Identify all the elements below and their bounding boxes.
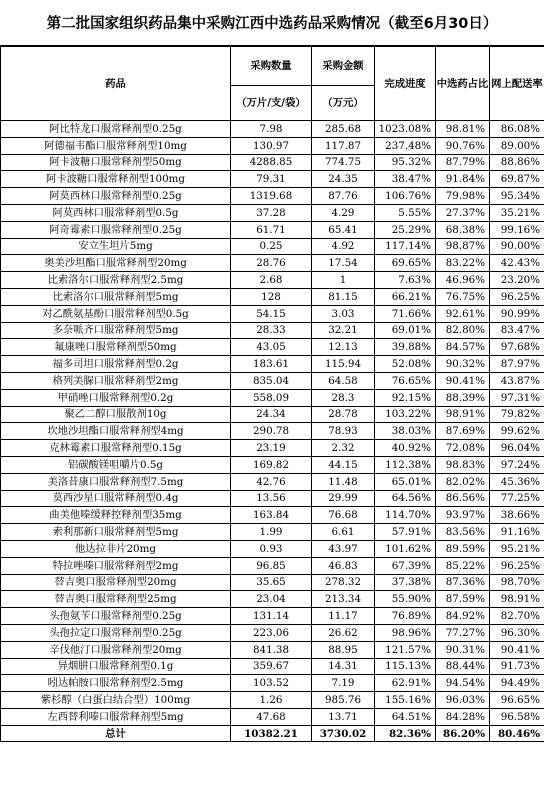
table-row — [1, 608, 544, 625]
cell-online-rate: 96.30% — [490, 624, 544, 641]
cell-progress: 37.38% — [375, 574, 436, 591]
cell-drug: 索利那新口服常释剂型5mg — [1, 524, 231, 541]
cell-quantity: 223.06 — [231, 624, 312, 641]
cell-progress: 69.01% — [375, 322, 436, 339]
cell-share: 83.56% — [436, 524, 490, 541]
cell-amount: 26.62 — [312, 624, 375, 641]
total-cell-amount: 3730.02 — [312, 725, 375, 742]
cell-progress: 115.13% — [375, 658, 436, 675]
cell-quantity: 23.19 — [231, 440, 312, 457]
table-row — [1, 305, 544, 322]
cell-amount: 285.68 — [312, 121, 375, 138]
cell-share: 87.59% — [436, 591, 490, 608]
cell-progress: 103.22% — [375, 406, 436, 423]
table-row — [1, 641, 544, 658]
cell-online-rate: 94.49% — [490, 675, 544, 692]
cell-quantity: 841.38 — [231, 641, 312, 658]
cell-online-rate: 96.25% — [490, 557, 544, 574]
cell-drug: 阿卡波糖口服常释剂型100mg — [1, 171, 231, 188]
table-row — [1, 540, 544, 557]
cell-quantity: 1.26 — [231, 692, 312, 709]
cell-quantity: 42.76 — [231, 473, 312, 490]
table-row — [1, 322, 544, 339]
cell-share: 98.81% — [436, 121, 490, 138]
cell-progress: 71.66% — [375, 305, 436, 322]
cell-amount: 4.92 — [312, 238, 375, 255]
cell-drug: 阿奇霉素口服常释剂型0.25g — [1, 221, 231, 238]
cell-share: 90.31% — [436, 641, 490, 658]
cell-online-rate: 23.20% — [490, 272, 544, 289]
table-row — [1, 171, 544, 188]
cell-drug: 替吉奥口服常释剂型25mg — [1, 591, 231, 608]
cell-share: 68.38% — [436, 221, 490, 238]
cell-amount: 115.94 — [312, 356, 375, 373]
cell-online-rate: 79.82% — [490, 406, 544, 423]
cell-progress: 114.70% — [375, 507, 436, 524]
table-row — [1, 221, 544, 238]
table-row — [1, 288, 544, 305]
table-row — [1, 255, 544, 272]
cell-share: 98.91% — [436, 406, 490, 423]
cell-drug: 比索洛尔口服常释剂型2.5mg — [1, 272, 231, 289]
cell-quantity: 103.52 — [231, 675, 312, 692]
cell-quantity: 169.82 — [231, 456, 312, 473]
cell-drug: 吲达帕胺口服常释剂型2.5mg — [1, 675, 231, 692]
cell-amount: 11.48 — [312, 473, 375, 490]
cell-share: 82.80% — [436, 322, 490, 339]
cell-share: 79.98% — [436, 188, 490, 205]
cell-drug: 莫西沙星口服常释剂型0.4g — [1, 490, 231, 507]
table-row — [1, 658, 544, 675]
cell-amount: 4.29 — [312, 204, 375, 221]
cell-drug: 异烟肼口服常释剂型0.1g — [1, 658, 231, 675]
cell-share: 87.69% — [436, 423, 490, 440]
cell-quantity: 54.15 — [231, 305, 312, 322]
cell-amount: 985.76 — [312, 692, 375, 709]
cell-quantity: 128 — [231, 288, 312, 305]
cell-progress: 62.91% — [375, 675, 436, 692]
cell-online-rate: 91.16% — [490, 524, 544, 541]
page-title: 第二批国家组织药品集中采购江西中选药品采购情况（截至6月30日） — [0, 0, 544, 46]
cell-quantity: 163.84 — [231, 507, 312, 524]
cell-drug: 奥美沙坦酯口服常释剂型20mg — [1, 255, 231, 272]
cell-quantity: 37.28 — [231, 204, 312, 221]
cell-quantity: 290.78 — [231, 423, 312, 440]
cell-drug: 氟康唑口服常释剂型50mg — [1, 339, 231, 356]
header-drug: 药品 — [1, 47, 231, 121]
cell-progress: 112.38% — [375, 456, 436, 473]
total-row — [1, 725, 544, 742]
cell-progress: 55.90% — [375, 591, 436, 608]
table-row — [1, 423, 544, 440]
cell-drug: 安立生坦片5mg — [1, 238, 231, 255]
table-row — [1, 389, 544, 406]
cell-share: 77.27% — [436, 624, 490, 641]
cell-online-rate: 99.62% — [490, 423, 544, 440]
header-amount: 采购金额 — [312, 47, 375, 86]
table-row — [1, 507, 544, 524]
cell-amount: 13.71 — [312, 708, 375, 725]
cell-progress: 67.39% — [375, 557, 436, 574]
cell-share: 72.08% — [436, 440, 490, 457]
cell-amount: 278.32 — [312, 574, 375, 591]
header-quantity-unit — [231, 86, 312, 121]
table-row — [1, 272, 544, 289]
cell-quantity: 13.56 — [231, 490, 312, 507]
cell-share: 76.75% — [436, 288, 490, 305]
cell-online-rate: 43.87% — [490, 372, 544, 389]
cell-online-rate: 91.73% — [490, 658, 544, 675]
cell-amount: 117.87 — [312, 137, 375, 154]
cell-online-rate: 87.97% — [490, 356, 544, 373]
cell-progress: 65.01% — [375, 473, 436, 490]
cell-drug: 阿德福韦酯口服常释剂型10mg — [1, 137, 231, 154]
cell-amount: 11.17 — [312, 608, 375, 625]
cell-online-rate: 98.70% — [490, 574, 544, 591]
cell-share: 94.54% — [436, 675, 490, 692]
table-row — [1, 708, 544, 725]
cell-amount: 78.93 — [312, 423, 375, 440]
cell-online-rate: 38.66% — [490, 507, 544, 524]
cell-progress: 1023.08% — [375, 121, 436, 138]
cell-online-rate: 95.34% — [490, 188, 544, 205]
table-body — [1, 121, 544, 742]
table-row — [1, 372, 544, 389]
cell-online-rate: 69.87% — [490, 171, 544, 188]
cell-progress: 121.57% — [375, 641, 436, 658]
cell-amount: 28.78 — [312, 406, 375, 423]
table-row — [1, 137, 544, 154]
cell-progress: 57.91% — [375, 524, 436, 541]
cell-quantity: 359.67 — [231, 658, 312, 675]
cell-quantity: 96.85 — [231, 557, 312, 574]
cell-amount: 44.15 — [312, 456, 375, 473]
cell-amount: 76.68 — [312, 507, 375, 524]
cell-progress: 25.29% — [375, 221, 436, 238]
table-row — [1, 675, 544, 692]
cell-amount: 28.3 — [312, 389, 375, 406]
cell-quantity: 4288.85 — [231, 154, 312, 171]
cell-quantity: 1.99 — [231, 524, 312, 541]
cell-share: 88.39% — [436, 389, 490, 406]
table-row — [1, 154, 544, 171]
cell-amount: 213.34 — [312, 591, 375, 608]
cell-drug: 阿莫西林口服常释剂型0.5g — [1, 204, 231, 221]
cell-progress: 52.08% — [375, 356, 436, 373]
cell-online-rate: 90.99% — [490, 305, 544, 322]
cell-online-rate: 95.21% — [490, 540, 544, 557]
cell-share: 90.41% — [436, 372, 490, 389]
cell-progress: 64.56% — [375, 490, 436, 507]
cell-drug: 阿莫西林口服常释剂型0.25g — [1, 188, 231, 205]
cell-amount: 774.75 — [312, 154, 375, 171]
cell-drug: 美洛昔康口服常释剂型7.5mg — [1, 473, 231, 490]
table-row — [1, 406, 544, 423]
header-progress: 完成进度 — [375, 47, 436, 121]
cell-drug: 紫杉醇（白蛋白结合型）100mg — [1, 692, 231, 709]
cell-share: 87.36% — [436, 574, 490, 591]
cell-online-rate: 89.00% — [490, 137, 544, 154]
cell-online-rate: 98.91% — [490, 591, 544, 608]
cell-online-rate: 88.86% — [490, 154, 544, 171]
table-row — [1, 204, 544, 221]
cell-progress: 39.88% — [375, 339, 436, 356]
cell-drug: 多奈哌齐口服常释剂型5mg — [1, 322, 231, 339]
cell-progress: 5.55% — [375, 204, 436, 221]
cell-share: 86.56% — [436, 490, 490, 507]
cell-quantity: 130.97 — [231, 137, 312, 154]
quantity-unit-text: （万片/支/袋） — [236, 97, 306, 109]
cell-share: 87.79% — [436, 154, 490, 171]
cell-online-rate: 42.43% — [490, 255, 544, 272]
cell-quantity: 2.68 — [231, 272, 312, 289]
header-amount-unit: （万元） — [312, 86, 375, 121]
cell-drug: 替吉奥口服常释剂型20mg — [1, 574, 231, 591]
cell-amount: 3.03 — [312, 305, 375, 322]
cell-quantity: 79.31 — [231, 171, 312, 188]
cell-online-rate: 77.25% — [490, 490, 544, 507]
cell-share: 92.61% — [436, 305, 490, 322]
cell-quantity: 28.33 — [231, 322, 312, 339]
cell-progress: 76.89% — [375, 608, 436, 625]
cell-drug: 福多司坦口服常释剂型0.2g — [1, 356, 231, 373]
cell-quantity: 7.98 — [231, 121, 312, 138]
cell-drug: 对乙酰氨基酚口服常释剂型0.5g — [1, 305, 231, 322]
table-row — [1, 574, 544, 591]
table-row — [1, 440, 544, 457]
cell-amount: 46.83 — [312, 557, 375, 574]
cell-share: 84.28% — [436, 708, 490, 725]
cell-progress: 69.65% — [375, 255, 436, 272]
cell-quantity: 61.71 — [231, 221, 312, 238]
cell-online-rate: 96.04% — [490, 440, 544, 457]
cell-drug: 头孢拉定口服常释剂型0.25g — [1, 624, 231, 641]
cell-progress: 7.63% — [375, 272, 436, 289]
table-row — [1, 473, 544, 490]
cell-progress: 237.48% — [375, 137, 436, 154]
cell-online-rate: 45.36% — [490, 473, 544, 490]
cell-amount: 87.76 — [312, 188, 375, 205]
table-row — [1, 339, 544, 356]
cell-online-rate: 97.24% — [490, 456, 544, 473]
cell-amount: 81.15 — [312, 288, 375, 305]
header-online-rate: 网上配送率 — [490, 47, 544, 121]
cell-amount: 24.35 — [312, 171, 375, 188]
table-row — [1, 557, 544, 574]
cell-amount: 64.58 — [312, 372, 375, 389]
cell-online-rate: 35.21% — [490, 204, 544, 221]
cell-amount: 14.31 — [312, 658, 375, 675]
cell-quantity: 0.93 — [231, 540, 312, 557]
cell-share: 84.92% — [436, 608, 490, 625]
cell-amount: 32.21 — [312, 322, 375, 339]
cell-quantity: 835.04 — [231, 372, 312, 389]
cell-quantity: 47.68 — [231, 708, 312, 725]
cell-amount: 7.19 — [312, 675, 375, 692]
cell-progress: 155.16% — [375, 692, 436, 709]
cell-drug: 聚乙二醇口服散剂10g — [1, 406, 231, 423]
cell-online-rate: 99.16% — [490, 221, 544, 238]
cell-drug: 坎地沙坦酯口服常释剂型4mg — [1, 423, 231, 440]
cell-amount: 65.41 — [312, 221, 375, 238]
cell-quantity: 558.09 — [231, 389, 312, 406]
cell-online-rate: 86.08% — [490, 121, 544, 138]
cell-online-rate: 90.41% — [490, 641, 544, 658]
cell-drug: 甲硝唑口服常释剂型0.2g — [1, 389, 231, 406]
cell-amount: 43.97 — [312, 540, 375, 557]
cell-online-rate: 82.70% — [490, 608, 544, 625]
table-row — [1, 591, 544, 608]
cell-progress: 98.96% — [375, 624, 436, 641]
cell-share: 98.83% — [436, 456, 490, 473]
cell-share: 91.84% — [436, 171, 490, 188]
cell-share: 88.44% — [436, 658, 490, 675]
cell-drug: 头孢氨苄口服常释剂型0.25g — [1, 608, 231, 625]
header-share: 中选药占比 — [436, 47, 490, 121]
cell-drug: 他达拉非片20mg — [1, 540, 231, 557]
table-row — [1, 692, 544, 709]
cell-online-rate: 90.00% — [490, 238, 544, 255]
cell-drug: 阿卡波糖口服常释剂型50mg — [1, 154, 231, 171]
cell-progress: 106.76% — [375, 188, 436, 205]
cell-share: 89.59% — [436, 540, 490, 557]
cell-share: 98.87% — [436, 238, 490, 255]
cell-quantity: 183.61 — [231, 356, 312, 373]
cell-quantity: 0.25 — [231, 238, 312, 255]
cell-online-rate: 83.47% — [490, 322, 544, 339]
cell-progress: 66.21% — [375, 288, 436, 305]
cell-quantity: 24.34 — [231, 406, 312, 423]
cell-share: 85.22% — [436, 557, 490, 574]
cell-drug: 格列美脲口服常释剂型2mg — [1, 372, 231, 389]
cell-share: 46.96% — [436, 272, 490, 289]
cell-online-rate: 96.65% — [490, 692, 544, 709]
total-cell-online-rate: 80.46% — [490, 725, 544, 742]
cell-progress: 64.51% — [375, 708, 436, 725]
cell-progress: 92.15% — [375, 389, 436, 406]
table-row — [1, 490, 544, 507]
cell-drug: 克林霉素口服常释剂型0.15g — [1, 440, 231, 457]
total-cell-share: 86.20% — [436, 725, 490, 742]
cell-share: 90.32% — [436, 356, 490, 373]
cell-share: 84.57% — [436, 339, 490, 356]
cell-share: 90.76% — [436, 137, 490, 154]
cell-drug: 铝碳酸镁咀嚼片0.5g — [1, 456, 231, 473]
cell-progress: 40.92% — [375, 440, 436, 457]
cell-share: 83.22% — [436, 255, 490, 272]
cell-progress: 38.47% — [375, 171, 436, 188]
total-cell-progress: 82.36% — [375, 725, 436, 742]
cell-online-rate: 97.31% — [490, 389, 544, 406]
cell-share: 82.02% — [436, 473, 490, 490]
cell-amount: 88.95 — [312, 641, 375, 658]
cell-online-rate: 96.25% — [490, 288, 544, 305]
cell-progress: 76.65% — [375, 372, 436, 389]
procurement-table — [0, 46, 544, 742]
cell-online-rate: 97.68% — [490, 339, 544, 356]
cell-amount: 1 — [312, 272, 375, 289]
cell-progress: 117.14% — [375, 238, 436, 255]
cell-amount: 12.13 — [312, 339, 375, 356]
table-row — [1, 456, 544, 473]
cell-amount: 6.61 — [312, 524, 375, 541]
table-row — [1, 524, 544, 541]
cell-drug: 曲美他嗪缓释控释剂型35mg — [1, 507, 231, 524]
cell-online-rate: 96.58% — [490, 708, 544, 725]
cell-quantity: 43.05 — [231, 339, 312, 356]
cell-share: 96.03% — [436, 692, 490, 709]
total-cell-quantity: 10382.21 — [231, 725, 312, 742]
cell-drug: 辛伐他汀口服常释剂型20mg — [1, 641, 231, 658]
cell-drug: 特拉唑嗪口服常释剂型2mg — [1, 557, 231, 574]
header-quantity: 采购数量 — [231, 47, 312, 86]
cell-drug: 比索洛尔口服常释剂型5mg — [1, 288, 231, 305]
cell-progress: 101.62% — [375, 540, 436, 557]
table-row — [1, 238, 544, 255]
cell-share: 93.97% — [436, 507, 490, 524]
cell-drug: 左西替利嗪口服常释剂型5mg — [1, 708, 231, 725]
cell-quantity: 23.04 — [231, 591, 312, 608]
cell-quantity: 35.65 — [231, 574, 312, 591]
cell-amount: 2.32 — [312, 440, 375, 457]
table-row — [1, 356, 544, 373]
table-row — [1, 121, 544, 138]
cell-share: 27.37% — [436, 204, 490, 221]
total-cell-drug: 总计 — [1, 725, 231, 742]
cell-amount: 17.54 — [312, 255, 375, 272]
table-row — [1, 188, 544, 205]
cell-quantity: 1319.68 — [231, 188, 312, 205]
cell-quantity: 131.14 — [231, 608, 312, 625]
cell-quantity: 28.76 — [231, 255, 312, 272]
cell-amount: 29.99 — [312, 490, 375, 507]
cell-drug: 阿比特龙口服常释剂型0.25g — [1, 121, 231, 138]
table-row — [1, 624, 544, 641]
cell-progress: 95.32% — [375, 154, 436, 171]
cell-progress: 38.03% — [375, 423, 436, 440]
